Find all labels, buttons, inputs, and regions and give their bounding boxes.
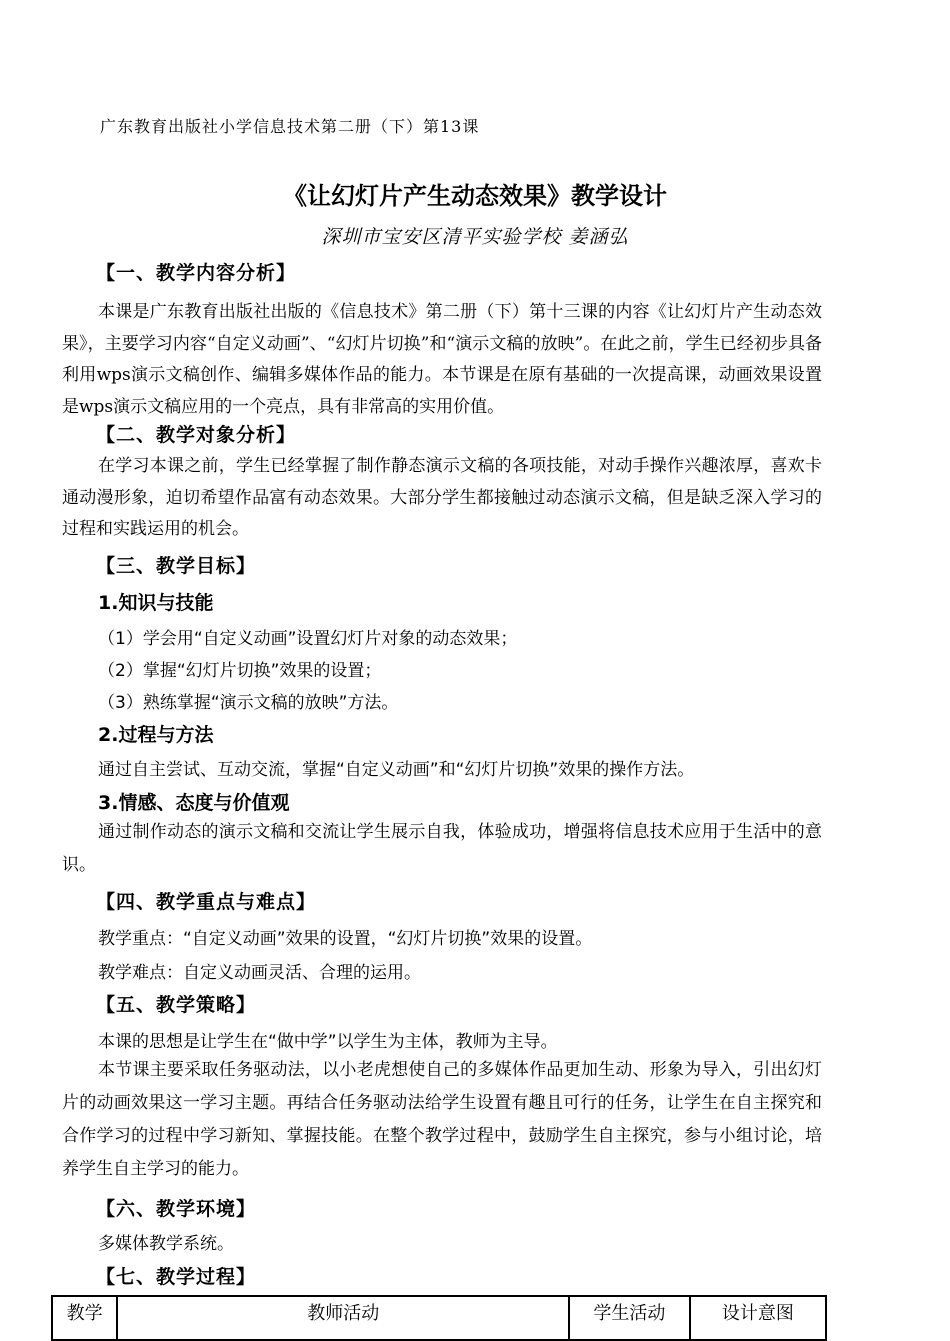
section-7-heading: 【七、教学过程】 [96,1266,257,1288]
emotion-values-heading: 3.情感、态度与价值观 [98,792,290,814]
strategy-paragraph-1: 本课的思想是让学生在“做中学”以学生为主体，教师为主导。 [98,1032,558,1052]
table-header-cell: 教学 [52,1296,117,1340]
section-2-body: 在学习本课之前，学生已经掌握了制作静态演示文稿的各项技能，对动手操作兴趣浓厚，喜欢卡通动漫形象，迫切希望作品富有动态效果。大部分学生都接触过动态演示文稿，但是缺乏深入学习的过程和实践运用的机会。 [62,456,822,539]
process-method-heading: 2.过程与方法 [98,724,214,746]
section-3-heading: 【三、教学目标】 [96,555,257,577]
table-header-cell: 设计意图 [690,1296,826,1340]
document-title: 《让幻灯片产生动态效果》教学设计 [283,182,667,210]
teaching-key-point: 教学重点：“自定义动画”效果的设置，“幻灯片切换”效果的设置。 [98,929,593,949]
strategy-paragraph-2: 本节课主要采取任务驱动法，以小老虎想使自己的多媒体作品更加生动、形象为导入，引出幻灯片的动画效果这一学习主题。再结合任务驱动法给学生设置有趣且可行的任务，让学生在自主探究和合作学习的过程中学习新知、掌握技能。在整个教学过程中，鼓励学生自主探究，参与小组讨论，培养学生自主学习的能力。 [62,1060,822,1179]
section-2-heading: 【二、教学对象分析】 [96,424,297,446]
table-header-cell: 学生活动 [569,1296,690,1340]
teaching-process-table [51,1295,827,1341]
objective-item: （3）熟练掌握“演示文稿的放映”方法。 [98,693,399,713]
objective-item: （1）学会用“自定义动画”设置幻灯片对象的动态效果； [98,629,518,649]
header-note: 广东教育出版社小学信息技术第二册（下）第13课 [100,117,480,136]
table-header-row [52,1296,826,1340]
section-5-heading: 【五、教学策略】 [96,994,257,1016]
section-1-heading: 【一、教学内容分析】 [96,262,297,284]
emotion-values-body: 通过制作动态的演示文稿和交流让学生展示自我，体验成功，增强将信息技术应用于生活中的意识。 [62,822,822,875]
environment-body: 多媒体教学系统。 [98,1234,234,1254]
process-method-body: 通过自主尝试、互动交流，掌握“自定义动画”和“幻灯片切换”效果的操作方法。 [98,760,695,780]
section-4-heading: 【四、教学重点与难点】 [96,891,317,913]
section-1-body: 本课是广东教育出版社出版的《信息技术》第二册（下）第十三课的内容《让幻灯片产生动态效果》，主要学习内容“自定义动画”、“幻灯片切换”和“演示文稿的放映”。在此之前，学生已经初步具备利用wps演示文稿创作、编辑多媒体作品的能力。本节课是在原有基础的一次提高课，动画效果设置是wps演示文稿应用的一个亮点，具有非常高的实用价值。 [62,302,822,417]
table-header-cell: 教师活动 [117,1296,569,1340]
section-6-heading: 【六、教学环境】 [96,1198,257,1220]
knowledge-skills-heading: 1.知识与技能 [98,592,214,614]
objective-item: （2）掌握“幻灯片切换”效果的设置； [98,661,382,681]
author-line: 深圳市宝安区清平实验学校 姜涵弘 [321,226,629,248]
teaching-difficulty: 教学难点：自定义动画灵活、合理的运用。 [98,963,421,983]
